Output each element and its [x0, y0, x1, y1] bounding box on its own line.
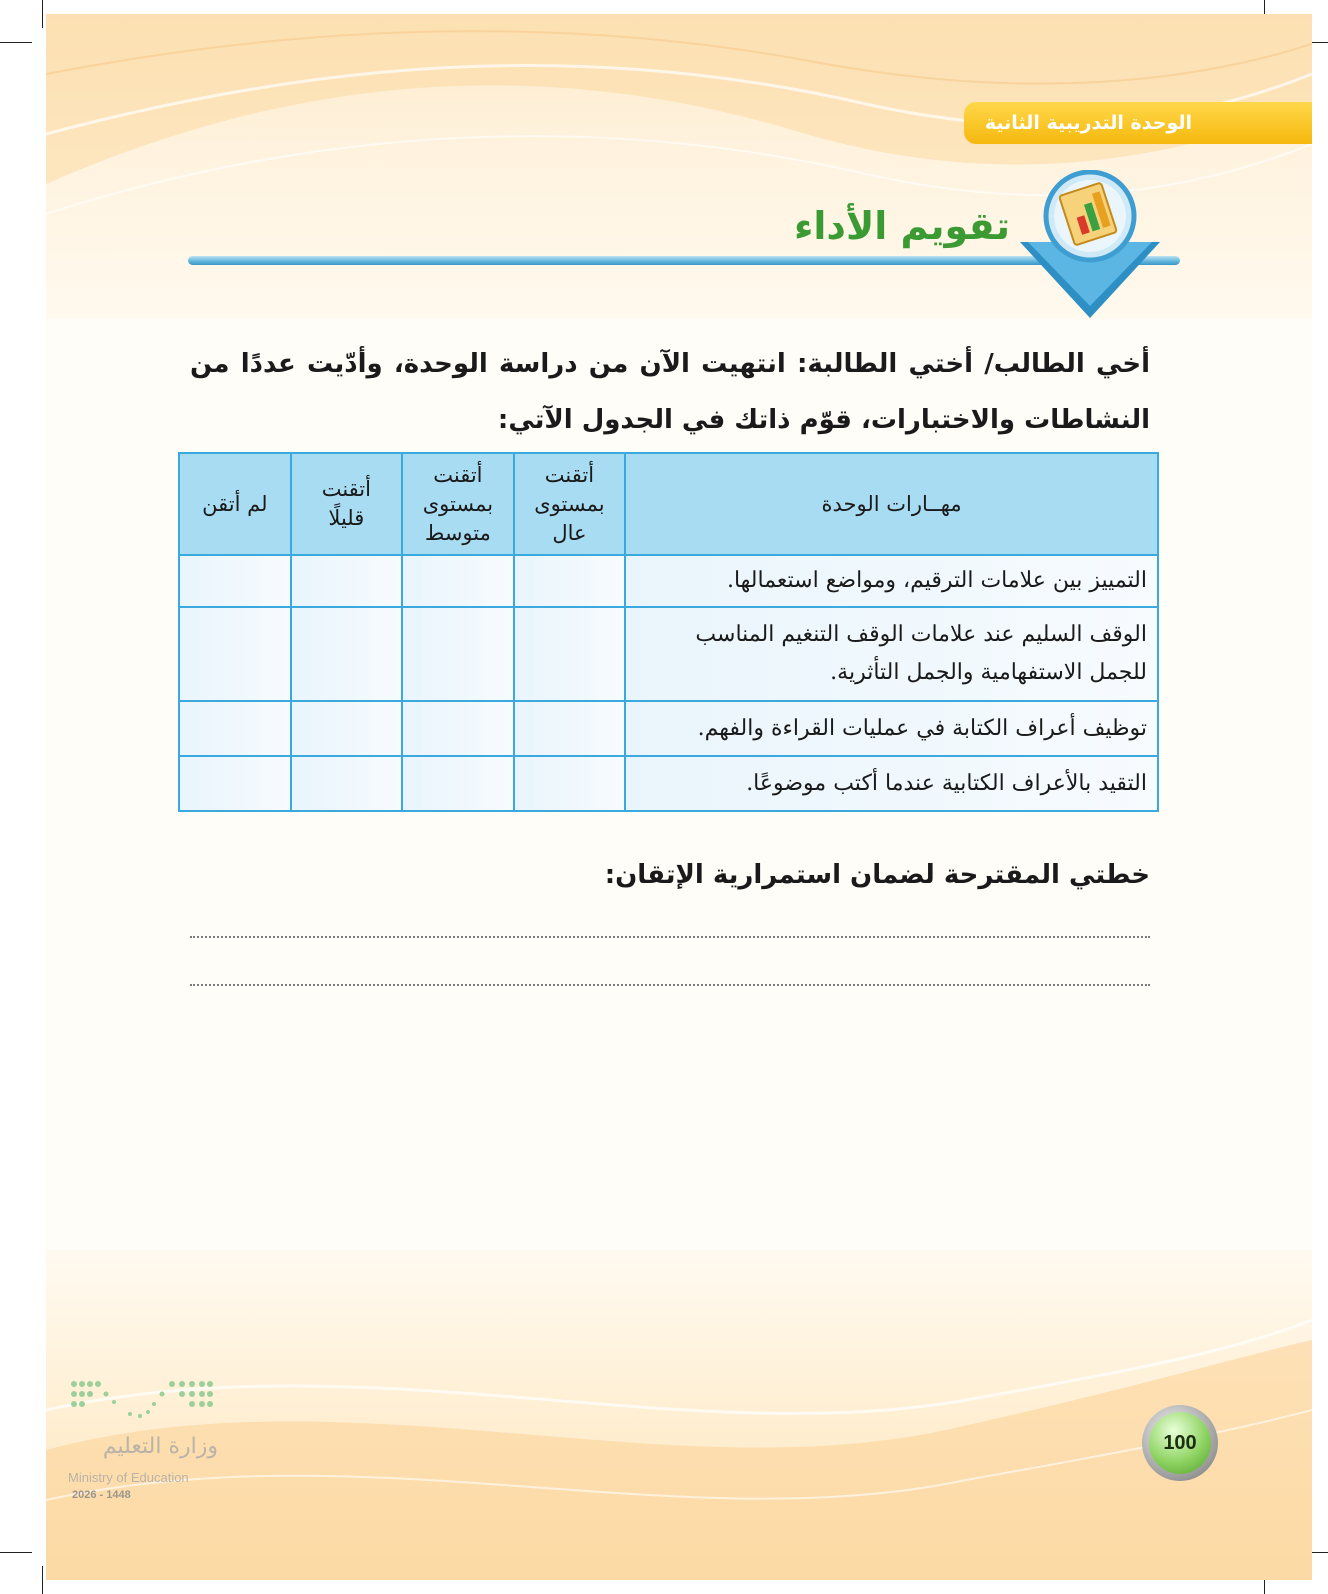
table-row — [179, 555, 1158, 607]
rating-cell-medium[interactable] — [402, 607, 514, 701]
table-row — [179, 701, 1158, 756]
rating-cell-little[interactable] — [291, 756, 403, 811]
footer-waves — [46, 1250, 1312, 1580]
skill-cell: توظيف أعراف الكتابة في عمليات القراءة والفهم. — [625, 701, 1158, 756]
rating-cell-medium[interactable] — [402, 756, 514, 811]
rating-cell-none[interactable] — [179, 555, 291, 607]
rating-cell-little[interactable] — [291, 555, 403, 607]
section-title: تقويم الأداء — [793, 204, 1010, 248]
column-header-medium: أتقنت بمستوى متوسط — [402, 453, 514, 555]
rating-cell-none[interactable] — [179, 756, 291, 811]
column-header-little: أتقنت قليلًا — [291, 453, 403, 555]
self-assessment-table — [178, 452, 1159, 812]
page-number: 100 — [1149, 1412, 1211, 1474]
plan-label: خطتي المقترحة لضمان استمرارية الإتقان: — [604, 860, 1150, 890]
ministry-name-arabic: وزارة التعليم — [102, 1434, 218, 1459]
rating-cell-none[interactable] — [179, 701, 291, 756]
rating-cell-medium[interactable] — [402, 555, 514, 607]
column-header-none: لم أتقن — [179, 453, 291, 555]
table-row — [179, 756, 1158, 811]
rating-cell-high[interactable] — [514, 555, 626, 607]
plan-answer-line[interactable] — [190, 984, 1150, 986]
table-header-row — [179, 453, 1158, 555]
rating-cell-high[interactable] — [514, 756, 626, 811]
crop-mark — [0, 42, 32, 43]
crop-mark — [0, 1552, 32, 1553]
rating-cell-little[interactable] — [291, 607, 403, 701]
rating-cell-high[interactable] — [514, 607, 626, 701]
skill-cell: التمييز بين علامات الترقيم، ومواضع استعمالها. — [625, 555, 1158, 607]
rating-cell-high[interactable] — [514, 701, 626, 756]
ministry-name-english: Ministry of Education — [68, 1470, 189, 1485]
rating-cell-medium[interactable] — [402, 701, 514, 756]
column-header-high: أتقنت بمستوى عال — [514, 453, 626, 555]
crop-mark — [42, 1566, 43, 1594]
intro-paragraph: أخي الطالب/ أختي الطالبة: انتهيت الآن من دراسة الوحدة، وأدّيت عددًا من النشاطات والاختبارات، قوّم ذاتك في الجدول الآتي: — [190, 349, 1150, 435]
plan-answer-line[interactable] — [190, 936, 1150, 938]
clipboard-chart-icon — [1010, 170, 1170, 330]
ministry-logo-icon — [68, 1378, 214, 1428]
skill-cell: الوقف السليم عند علامات الوقف التنغيم المناسب للجمل الاستفهامية والجمل التأثرية. — [625, 607, 1158, 701]
edition-year: 2026 - 1448 — [72, 1489, 131, 1501]
rating-cell-none[interactable] — [179, 607, 291, 701]
rating-cell-little[interactable] — [291, 701, 403, 756]
table-row — [179, 607, 1158, 701]
skill-cell: التقيد بالأعراف الكتابية عندما أكتب موضوعًا. — [625, 756, 1158, 811]
crop-mark — [42, 0, 43, 28]
unit-label: الوحدة التدريبية الثانية — [964, 102, 1312, 144]
column-header-skills: مهــارات الوحدة — [625, 453, 1158, 555]
